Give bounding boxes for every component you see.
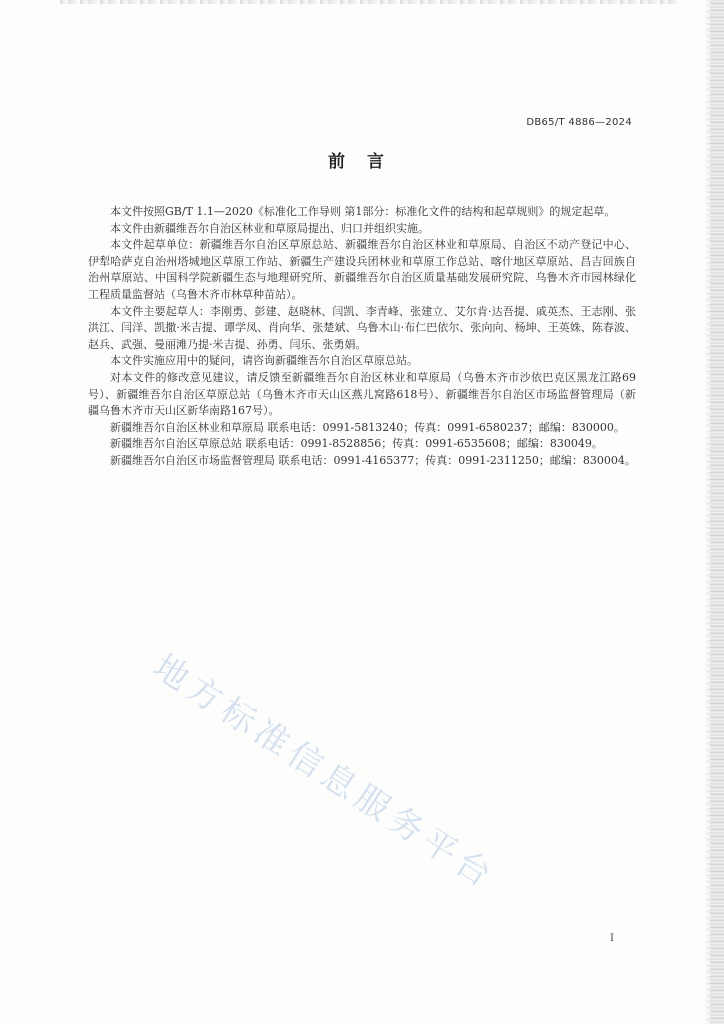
page-number: I	[610, 933, 614, 944]
paragraph-main-drafters: 本文件主要起草人：李刚勇、彭建、赵晓林、闫凯、李青峰、张建立、艾尔肯·达吾提、戚英杰、王志刚、张洪江、闫洋、凯撒·米吉提、谭学凤、肖向华、张楚斌、乌鲁木山·布仁巴依尔、张向向、杨坤、王英姝、陈春波、赵兵、武强、曼丽滩乃提·米吉提、孙勇、闫乐、张勇娟。	[88, 304, 636, 351]
page-title: 前言	[328, 152, 406, 172]
paragraph-proposer: 本文件由新疆维吾尔自治区林业和草原局提出、归口并组织实施。	[110, 221, 429, 235]
paragraph-inquiries: 本文件实施应用中的疑问，请咨询新疆维吾尔自治区草原总站。	[110, 354, 418, 368]
document-code: DB65/T 4886—2024	[526, 117, 632, 128]
paragraph-drafting-rules: 本文件按照GB/T 1.1—2020《标准化工作导则 第1部分：标准化文件的结构和起草规则》的规定起草。	[110, 205, 616, 218]
foreword-body	[88, 204, 636, 470]
contact-grassland-station: 新疆维吾尔自治区草原总站 联系电话：0991-8528856；传真：0991-6535608；邮编：830049。	[110, 437, 603, 451]
paragraph-feedback: 对本文件的修改意见建议，请反馈至新疆维吾尔自治区林业和草原局（乌鲁木齐市沙依巴克区黑龙江路69号）、新疆维吾尔自治区草原总站（乌鲁木齐市天山区燕儿窝路618号）、新疆维吾尔自治区市场监督管理局（新疆乌鲁木齐市天山区新华南路167号）。	[88, 370, 636, 418]
contact-forestry-bureau: 新疆维吾尔自治区林业和草原局 联系电话：0991-5813240；传真：0991-6580237；邮编：830000。	[110, 420, 625, 434]
watermark: 地方标准信息服务平台	[145, 646, 504, 899]
paragraph-drafting-units: 本文件起草单位：新疆维吾尔自治区草原总站、新疆维吾尔自治区林业和草原局、自治区不动产登记中心、伊犁哈萨克自治州塔城地区草原工作站、新疆生产建设兵团林业和草原工作总站、喀什地区草原站、昌吉回族自治州草原站、中国科学院新疆生态与地理研究所、新疆维吾尔自治区质量基础发展研究院、乌鲁木齐市园林绿化工程质量监督站（乌鲁木齐市林草种苗站）。	[88, 238, 636, 301]
scan-top-noise	[60, 0, 680, 4]
contact-market-supervision: 新疆维吾尔自治区市场监督管理局 联系电话：0991-4165377；传真：0991-2311250；邮编：830004。	[110, 453, 636, 467]
